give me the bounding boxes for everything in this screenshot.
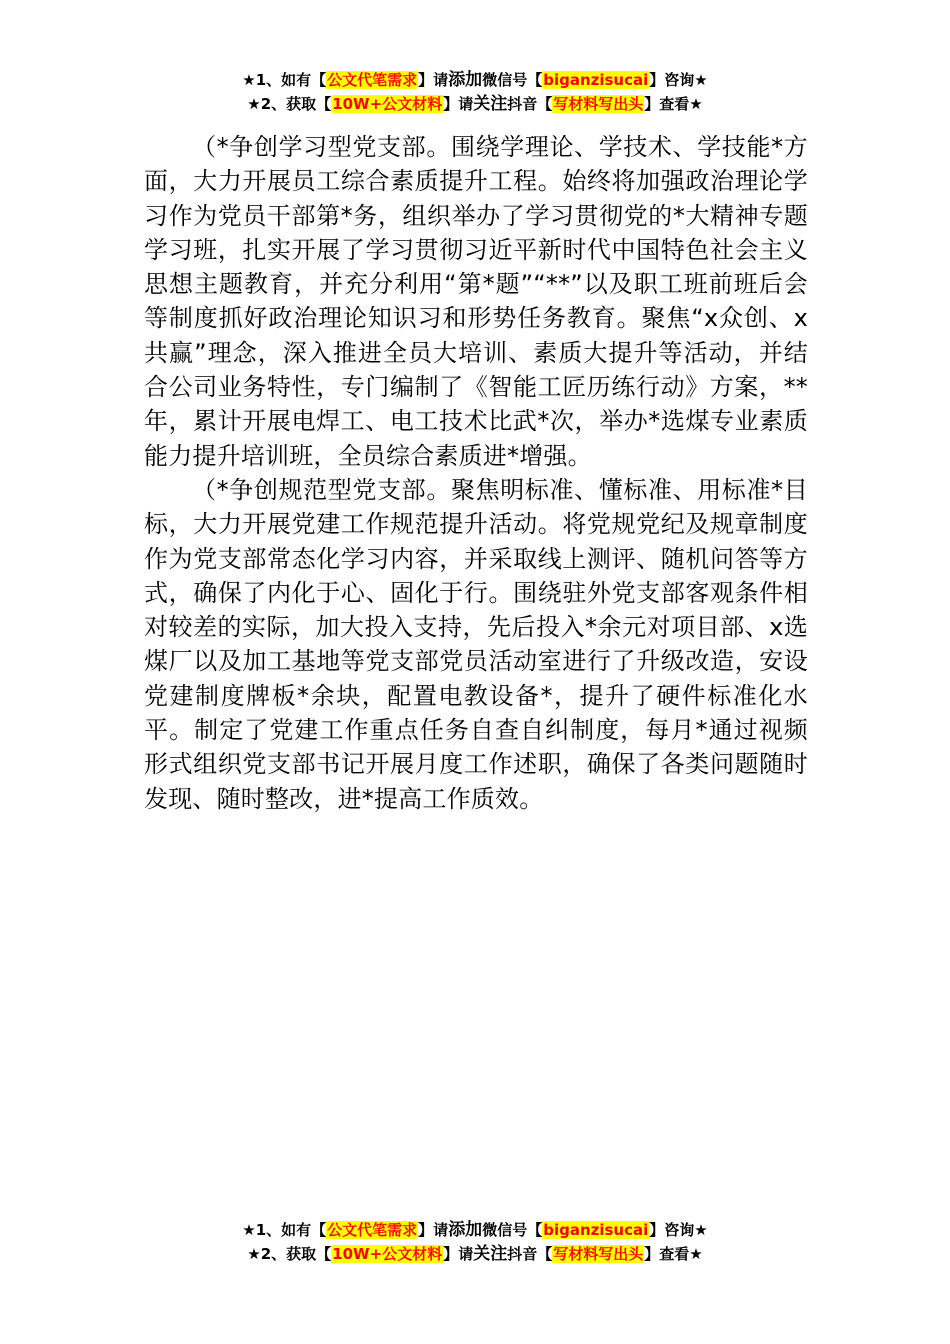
footer-line-1-prefix: ★1、如有【 <box>242 1221 327 1239</box>
header-line-1-emphasis: 添加 <box>448 70 483 90</box>
footer-line-2-highlight-douyin: 写材料写出头 <box>553 1245 644 1263</box>
footer-line-2 <box>0 1242 950 1266</box>
footer-line-2-emphasis: 关注 <box>473 1244 508 1264</box>
header-line-1-suffix: 】咨询★ <box>649 71 708 89</box>
paragraph-learning-branch: （*争创学习型党支部。围绕学理论、学技术、学技能*方面，大力开展员工综合素质提升工程。始终将加强政治理论学习作为党员干部第*务，组织举办了学习贯彻党的*大精神专题学习班，扎实开展了学习贯彻习近平新时代中国特色社会主义思想主题教育，并充分利用“第*题”“**”以及职工班前班后会等制度抓好政治理论知识习和形势任务教育。聚焦“x众创、x共赢”理念，深入推进全员大培训、素质大提升等活动，并结合公司业务特性，专门编制了《智能工匠历练行动》方案，**年，累计开展电焊工、电工技术比武*次，举办*选煤专业素质能力提升培训班，全员综合素质进*增强。 <box>144 133 808 470</box>
footer-line-1-highlight-wechat: biganzisucai <box>543 1221 649 1239</box>
footer-line-2-prefix: ★2、获取【 <box>247 1245 332 1263</box>
header-line-1-highlight-service: 公文代笔需求 <box>327 71 418 89</box>
header-banner <box>0 68 950 116</box>
header-line-1-text: 】请 <box>418 71 449 89</box>
document-body <box>144 130 808 816</box>
header-line-2-text: 】请 <box>443 95 474 113</box>
header-line-2-prefix: ★2、获取【 <box>247 95 332 113</box>
header-line-1-highlight-wechat: biganzisucai <box>543 71 649 89</box>
footer-line-1 <box>0 1218 950 1242</box>
header-line-2-highlight-douyin: 写材料写出头 <box>553 95 644 113</box>
header-line-1-text-2: 微信号【 <box>482 71 543 89</box>
paragraph-standardized-branch: （*争创规范型党支部。聚焦明标准、懂标准、用标准*目标，大力开展党建工作规范提升活动。将党规党纪及规章制度作为党支部常态化学习内容，并采取线上测评、随机问答等方式，确保了内化于心、固化于行。围绕驻外党支部客观条件相对较差的实际，加大投入支持，先后投入*余元对项目部、x选煤厂以及加工基地等党支部党员活动室进行了升级改造，安设党建制度牌板*余块，配置电教设备*，提升了硬件标准化水平。制定了党建工作重点任务自查自纠制度，每月*通过视频形式组织党支部书记开展月度工作述职，确保了各类问题随时发现、随时整改，进*提高工作质效。 <box>144 475 808 813</box>
header-line-2-emphasis: 关注 <box>473 94 508 114</box>
footer-banner <box>0 1218 950 1266</box>
header-line-2-text-2: 抖音【 <box>507 95 553 113</box>
header-line-2 <box>0 92 950 116</box>
header-line-1 <box>0 68 950 92</box>
header-line-1-prefix: ★1、如有【 <box>242 71 327 89</box>
footer-line-2-text: 】请 <box>443 1245 474 1263</box>
footer-line-1-suffix: 】咨询★ <box>649 1221 708 1239</box>
footer-line-1-highlight-service: 公文代笔需求 <box>327 1221 418 1239</box>
footer-line-2-suffix: 】查看★ <box>644 1245 703 1263</box>
footer-line-1-text: 】请 <box>418 1221 449 1239</box>
footer-line-2-text-2: 抖音【 <box>507 1245 553 1263</box>
header-line-2-highlight-materials: 10W+公文材料 <box>332 95 443 113</box>
header-line-2-suffix: 】查看★ <box>644 95 703 113</box>
footer-line-2-highlight-materials: 10W+公文材料 <box>332 1245 443 1263</box>
footer-line-1-emphasis: 添加 <box>448 1220 483 1240</box>
footer-line-1-text-2: 微信号【 <box>482 1221 543 1239</box>
